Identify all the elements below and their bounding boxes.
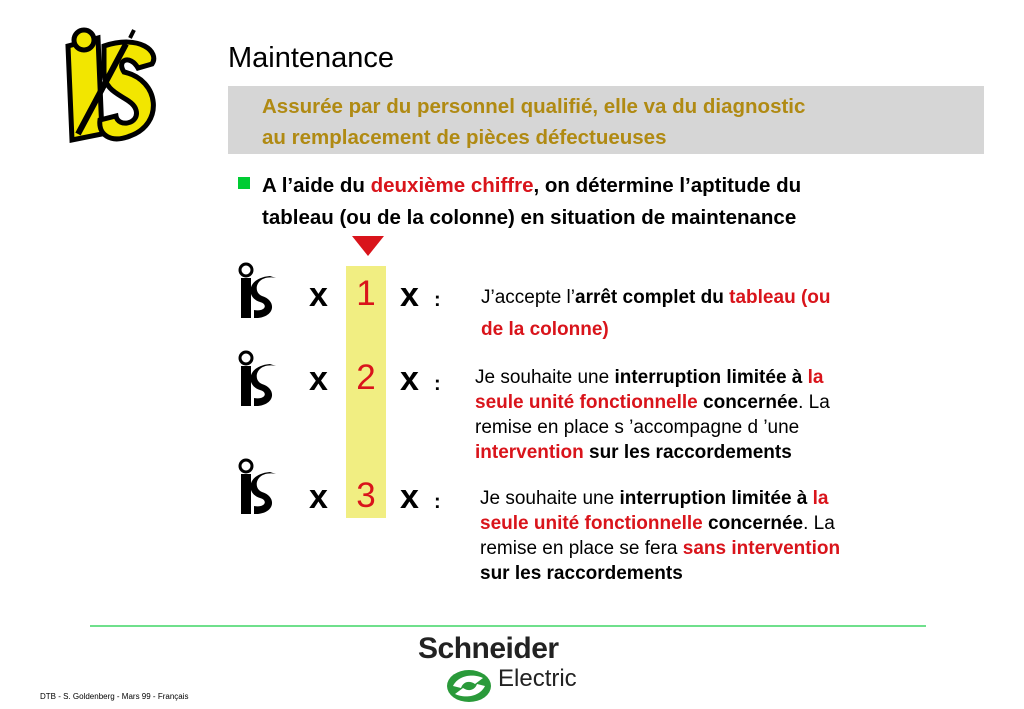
row2-colon: : bbox=[434, 373, 441, 395]
row1-t1: J’accepte l’ bbox=[481, 287, 575, 308]
row2-t4: seule unité fonctionnelle bbox=[475, 392, 698, 413]
row3-t1: Je souhaite une bbox=[480, 488, 620, 509]
row3-colon: : bbox=[434, 491, 441, 513]
bullet-line2: tableau (ou de la colonne) en situation de maintenance bbox=[262, 206, 797, 229]
row3-t3: la bbox=[812, 488, 829, 509]
row2-x-left: x bbox=[309, 360, 328, 398]
row3-t8: sans intervention bbox=[682, 538, 841, 559]
page-title: Maintenance bbox=[228, 42, 395, 74]
row2-t5: concernée bbox=[697, 392, 799, 413]
row2-t8: intervention bbox=[475, 442, 584, 463]
row3-t6: . La bbox=[803, 513, 835, 534]
subtitle bbox=[262, 91, 977, 153]
down-arrow-icon bbox=[352, 236, 384, 256]
row3-t5: concernée bbox=[702, 513, 804, 534]
is-small-logo-icon bbox=[236, 458, 282, 518]
row1-t2: arrêt complet du bbox=[575, 287, 730, 308]
is-small-logo-icon bbox=[236, 262, 282, 322]
is-logo-icon bbox=[60, 24, 162, 146]
row3-t9: sur les raccordements bbox=[480, 563, 683, 584]
row1-description bbox=[481, 282, 971, 346]
row2-t3: la bbox=[807, 367, 824, 388]
row3-x-left: x bbox=[309, 478, 328, 516]
row2-description bbox=[475, 365, 975, 465]
row1-t4: de la colonne) bbox=[481, 319, 609, 340]
row1-digit: 1 bbox=[356, 274, 376, 313]
footer-credit: DTB - S. Goldenberg - Mars 99 - Français bbox=[40, 692, 189, 701]
brand-name: Schneider bbox=[418, 632, 559, 665]
row3-t2: interruption limitée à bbox=[619, 488, 813, 509]
footer-divider bbox=[90, 625, 926, 627]
row2-t9: sur les raccordements bbox=[583, 442, 792, 463]
row1-x-left: x bbox=[309, 276, 328, 314]
row2-t2: interruption limitée à bbox=[614, 367, 808, 388]
brand-sub: Electric bbox=[498, 665, 577, 692]
row2-t7: remise en place s ’accompagne d ’une bbox=[475, 417, 800, 438]
row2-t6: . La bbox=[798, 392, 830, 413]
subtitle-line-2: au remplacement de pièces défectueuses bbox=[262, 126, 667, 149]
row3-t4: seule unité fonctionnelle bbox=[480, 513, 703, 534]
bullet-square-icon bbox=[238, 177, 250, 189]
row3-t7: remise en place se fera bbox=[480, 538, 683, 559]
bullet-part1: A l’aide du bbox=[262, 174, 371, 197]
row3-digit: 3 bbox=[356, 476, 376, 515]
is-small-logo-icon bbox=[236, 350, 282, 410]
row1-x-right: x bbox=[400, 276, 419, 314]
row3-x-right: x bbox=[400, 478, 419, 516]
row2-t1: Je souhaite une bbox=[475, 367, 615, 388]
bullet-part2: , on détermine l’aptitude du bbox=[533, 174, 802, 197]
bullet-highlight: deuxième chiffre bbox=[370, 174, 534, 197]
subtitle-line-1: Assurée par du personnel qualifié, elle va du diagnostic bbox=[262, 95, 806, 118]
row1-colon: : bbox=[434, 289, 441, 311]
schneider-logo-icon bbox=[445, 664, 495, 704]
bullet-text bbox=[262, 170, 982, 234]
row2-digit: 2 bbox=[356, 358, 376, 397]
row3-description bbox=[480, 486, 980, 586]
row1-t3: tableau (ou bbox=[729, 287, 831, 308]
row2-x-right: x bbox=[400, 360, 419, 398]
